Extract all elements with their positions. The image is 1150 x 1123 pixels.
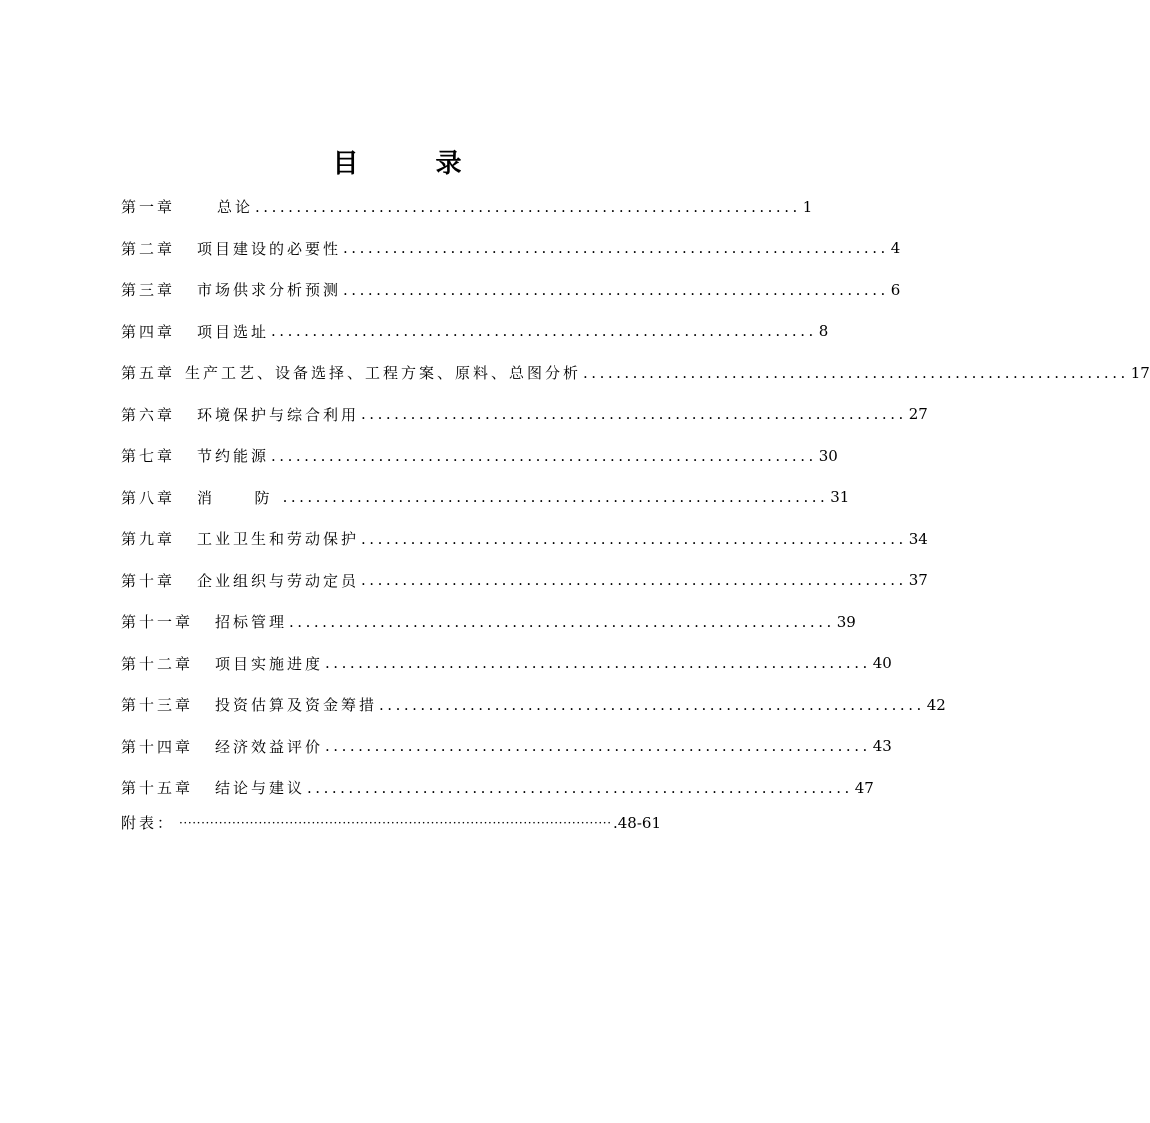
toc-leader-dots: .................................................................. [379,695,925,714]
toc-chapter: 第九章 [121,530,176,549]
toc-chapter: 第十章 [121,571,176,590]
toc-page-number: 42 [926,695,946,714]
toc-page-number: 31 [830,488,850,507]
toc-leader-dots: .................................................................. [325,737,871,756]
toc-page-number: 47 [854,778,874,797]
toc-page-number: 8 [818,322,829,341]
toc-leader-dots: .................................................................. [361,529,907,548]
page-title: 目 录 [332,149,496,179]
toc-chapter: 第十五章 [121,779,194,798]
appendix-page-range: .48-61 [612,813,661,832]
toc-entry[interactable] [121,352,1150,394]
toc-entry[interactable] [121,767,874,809]
toc-title: 投资估算及资金筹措 [215,696,378,715]
toc-title: 结论与建议 [215,779,306,798]
toc-entry[interactable] [121,435,838,477]
toc-page-number: 30 [818,446,838,465]
toc-entry[interactable] [121,601,856,643]
toc-leader-dots: .................................................................. [271,322,817,341]
toc-chapter: 第四章 [121,322,176,341]
toc-entry[interactable] [121,477,850,519]
toc-entry[interactable] [121,518,928,560]
toc-title: 环境保护与综合利用 [197,405,360,424]
toc-appendix-entry[interactable] [121,812,661,833]
toc-leader-dots: .................................................................. [325,654,871,673]
toc-title: 总论 [217,198,254,217]
toc-leader-dots: .................................................................. [271,446,817,465]
toc-leader-dots: .................................................................. [343,239,889,258]
toc-leader-dots: .................................................................. [583,363,1129,382]
toc-title: 经济效益评价 [215,737,324,756]
toc-entry[interactable] [121,311,829,353]
toc-page-number: 39 [836,612,856,631]
toc-chapter: 第五章 [121,364,176,383]
toc-title: 招标管理 [215,613,288,632]
toc-chapter: 第七章 [121,447,176,466]
toc-entry[interactable] [121,269,901,311]
toc-leader-dots: .................................................................. [343,280,889,299]
toc-chapter: 第一章 [121,198,176,217]
toc-page-number: 43 [872,737,892,756]
table-of-contents [121,186,1150,809]
toc-leader-dots: .................................................................. [282,488,829,507]
toc-leader-dots: ·································································································· [179,815,612,830]
toc-entry[interactable] [121,186,813,228]
toc-entry[interactable] [121,394,928,436]
toc-leader-dots: .................................................................. [361,571,907,590]
toc-entry[interactable] [121,560,928,602]
toc-leader-dots: .................................................................. [307,778,853,797]
toc-title: 项目建设的必要性 [197,239,342,258]
toc-chapter: 第三章 [121,281,176,300]
toc-page-number: 27 [908,405,928,424]
toc-leader-dots: .................................................................. [361,405,907,424]
toc-title: 项目实施进度 [215,654,324,673]
toc-title: 生产工艺、设备选择、工程方案、原料、总图分析 [185,364,582,383]
toc-chapter: 第十三章 [121,696,194,715]
toc-page-number: 1 [802,197,813,216]
appendix-label: 附表： [121,814,176,832]
toc-title: 消 防 [197,488,281,507]
toc-page-number: 37 [908,571,928,590]
toc-chapter: 第六章 [121,405,176,424]
toc-leader-dots: .................................................................. [289,612,835,631]
toc-title: 项目选址 [197,322,270,341]
toc-leader-dots: .................................................................. [255,197,801,216]
toc-page-number: 6 [890,280,901,299]
toc-page-number: 4 [890,239,901,258]
toc-title: 企业组织与劳动定员 [197,571,360,590]
toc-entry[interactable] [121,228,901,270]
toc-page-number: 40 [872,654,892,673]
toc-chapter: 第十四章 [121,737,194,756]
toc-chapter: 第八章 [121,488,176,507]
toc-entry[interactable] [121,643,892,685]
toc-chapter: 第十二章 [121,654,194,673]
toc-chapter: 第十一章 [121,613,194,632]
toc-title: 市场供求分析预测 [197,281,342,300]
toc-entry[interactable] [121,726,892,768]
toc-title: 节约能源 [197,447,270,466]
toc-page-number: 17 [1130,363,1150,382]
toc-entry[interactable] [121,684,946,726]
toc-title: 工业卫生和劳动保护 [197,530,360,549]
toc-chapter: 第二章 [121,239,176,258]
toc-page-number: 34 [908,529,928,548]
